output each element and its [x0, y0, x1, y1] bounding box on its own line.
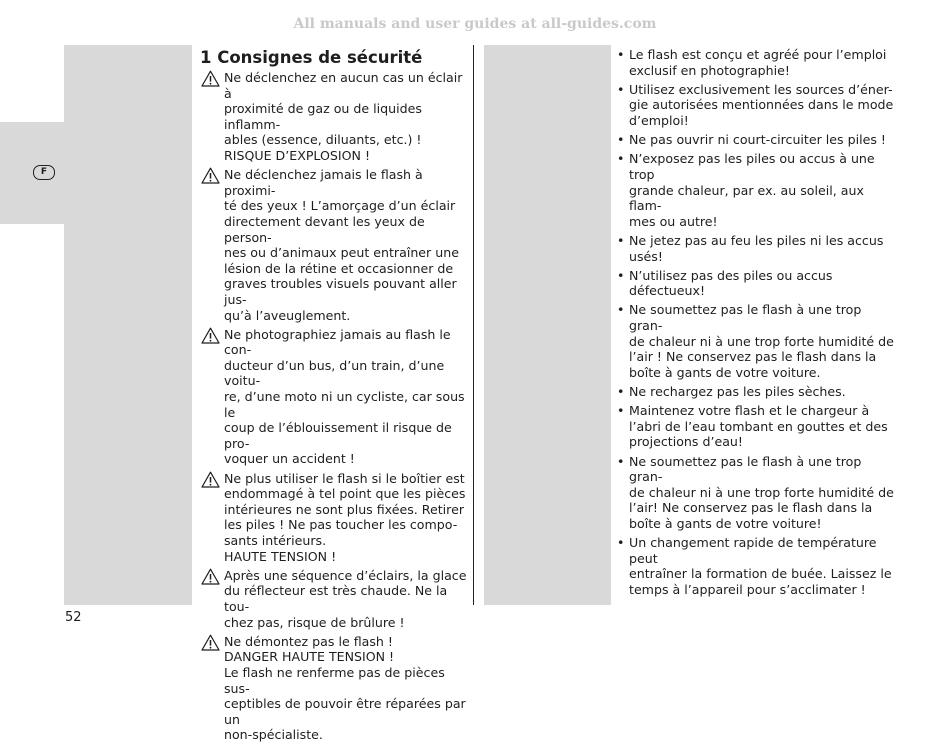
bullet-item — [616, 233, 896, 264]
bullet-item — [616, 535, 896, 597]
right-margin-panel — [484, 45, 611, 605]
warning-triangle-icon — [201, 327, 220, 344]
warning-item — [200, 327, 470, 467]
warning-item — [200, 471, 470, 565]
warning-list — [200, 70, 470, 743]
page-number: 52 — [65, 610, 82, 625]
bullet-dot-icon: • — [617, 267, 625, 283]
bullet-dot-icon: • — [617, 132, 625, 148]
bullet-dot-icon: • — [617, 535, 625, 551]
bullet-dot-icon: • — [617, 232, 625, 248]
bullet-text: Ne soumettez pas le flash à une trop gran- de chaleur ni à une trop forte humidité de l’air ! Ne conservez pas le flash dans la boîte à gants de votre voiture. — [629, 302, 894, 380]
bullet-dot-icon: • — [617, 384, 625, 400]
bullet-text: Maintenez votre flash et le chargeur à l’abri de l’eau tombant en gouttes et des projections d’eau! — [629, 403, 888, 450]
warning-item — [200, 70, 470, 164]
bullet-text: Utilisez exclusivement les sources d’éner- gie autorisées mentionnées dans le mode d’emploi! — [629, 81, 894, 128]
warning-triangle-icon — [201, 471, 220, 488]
bullet-text: Le flash est conçu et agréé pour l’emploi exclusif en photographie! — [629, 47, 887, 78]
bullet-text: Ne soumettez pas le flash à une trop gran- de chaleur ni à une trop forte humidité de l’air! Ne conservez pas le flash dans la boîte à gants de votre voiture! — [629, 453, 894, 531]
bullet-dot-icon: • — [617, 47, 625, 62]
warning-item — [200, 167, 470, 323]
warning-text: Après une séquence d’éclairs, la glace du réflecteur est très chaude. Ne la tou- chez pas, risque de brûlure ! — [224, 567, 467, 630]
warning-triangle-icon — [201, 167, 220, 184]
bullet-dot-icon: • — [617, 151, 625, 167]
bullet-text: Ne jetez pas au feu les piles ni les accus usés! — [629, 232, 884, 264]
bullet-item — [616, 82, 896, 129]
bullet-text: N’utilisez pas des piles ou accus défectueux! — [629, 267, 833, 299]
bullet-dot-icon: • — [617, 453, 625, 469]
safety-column — [200, 47, 470, 747]
warning-item — [200, 634, 470, 743]
bullet-item — [616, 403, 896, 450]
warning-triangle-icon — [201, 70, 220, 87]
watermark: All manuals and user guides at all-guides.com — [293, 16, 657, 32]
bullet-list — [616, 47, 896, 598]
section-title: 1 Consignes de sécurité — [200, 48, 423, 67]
bullet-text: Ne rechargez pas les piles sèches. — [629, 384, 846, 400]
bullet-text: N’exposez pas les piles ou accus à une trop grande chaleur, par ex. au soleil, aux flam- mes ou autre! — [629, 151, 875, 229]
warning-triangle-icon — [201, 568, 220, 585]
bullet-item — [616, 384, 896, 400]
warning-text: Ne plus utiliser le flash si le boîtier est endommagé à tel point que les pièces intérieures ne sont plus fixées. Retirer les piles ! Ne pas toucher les compo- sants intérieurs. HAUTE TENSION ! — [224, 470, 466, 564]
bullet-item — [616, 47, 896, 78]
bullet-column — [616, 47, 896, 601]
bullet-text: Ne pas ouvrir ni court-circuiter les piles ! — [629, 132, 886, 148]
bullet-item — [616, 132, 896, 148]
bullet-dot-icon: • — [617, 302, 625, 318]
bullet-item — [616, 302, 896, 380]
warning-triangle-icon — [201, 634, 220, 651]
bullet-item — [616, 268, 896, 299]
left-margin-panel — [64, 45, 192, 605]
bullet-item — [616, 454, 896, 532]
bullet-item — [616, 151, 896, 229]
warning-text: Ne déclenchez en aucun cas un éclair à proximité de gaz ou de liquides inflamm- ables (essence, diluants, etc.) ! RISQUE D’EXPLOSION ! — [224, 70, 463, 163]
warning-text: Ne déclenchez jamais le flash à proximi- té des yeux ! L’amorçage d’un éclair directement devant les yeux de person- nes ou d’animaux peut entraîner une lésion de la rétine et occasionner de graves troubles visuels pouvant aller jus- qu’à l’aveuglement. — [224, 167, 459, 323]
warning-text: Ne démontez pas le flash ! DANGER HAUTE TENSION ! Le flash ne renferme pas de pièces sus- ceptibles de pouvoir être réparées par un non-spécialiste. — [224, 633, 466, 743]
warning-text: Ne photographiez jamais au flash le con- ducteur d’un bus, d’un train, d’une voitu- re, d’une moto ni un cycliste, car sous le coup de l’éblouissement il risque de pro- voquer un accident ! — [224, 326, 465, 467]
column-divider — [473, 45, 474, 605]
bullet-text: Un changement rapide de température peut entraîner la formation de buée. Laissez le temps à l’appareil pour s’acclimater ! — [629, 535, 892, 597]
warning-item — [200, 568, 470, 630]
bullet-dot-icon: • — [617, 403, 625, 419]
language-badge: F — [33, 165, 55, 180]
bullet-dot-icon: • — [617, 81, 625, 97]
